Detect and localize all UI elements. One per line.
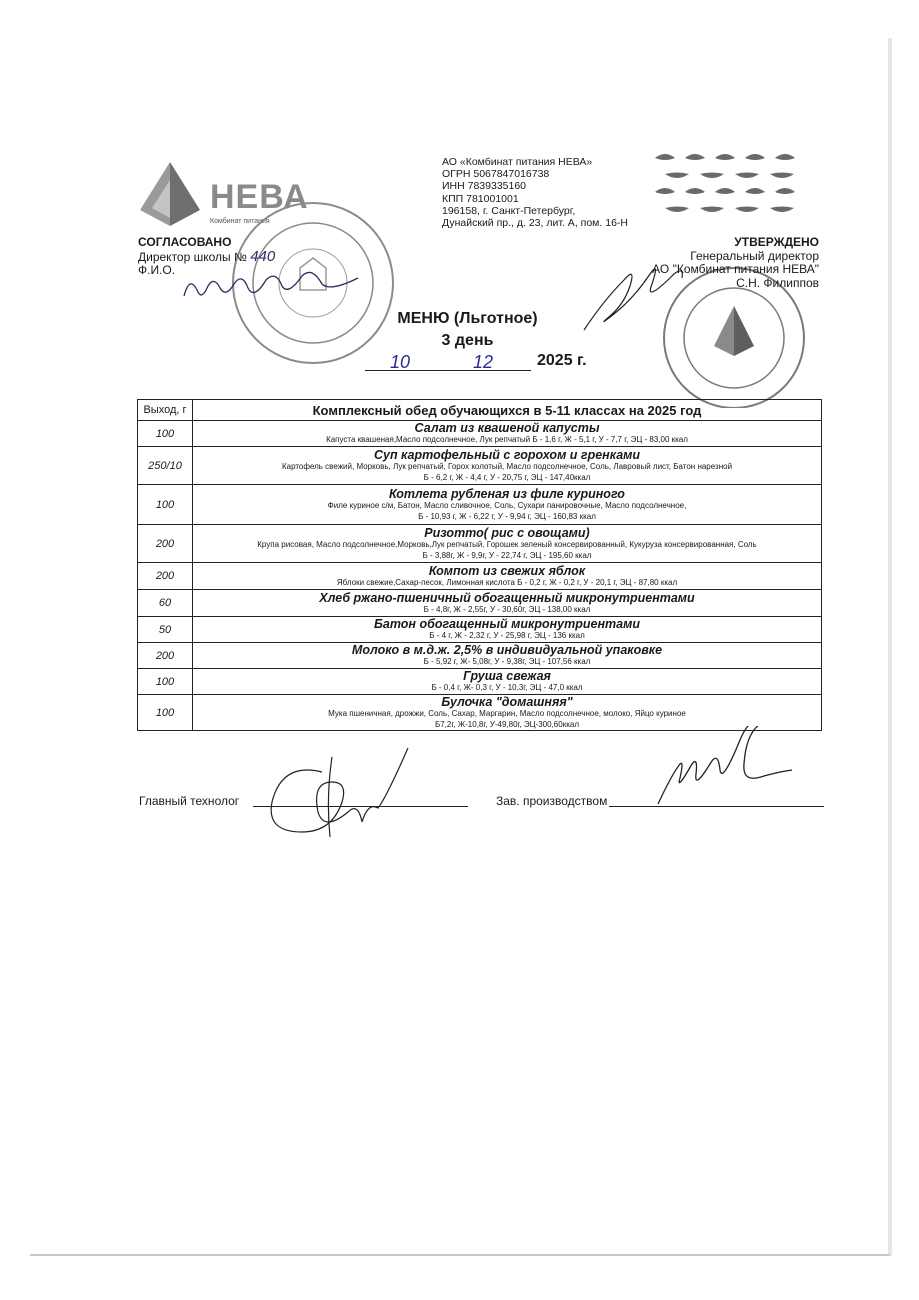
approved-label: УТВЕРЖДЕНО bbox=[734, 235, 819, 249]
dish-details: Капуста квашеная,Масло подсолнечное, Лук репчатый Б - 1,6 г, Ж - 5,1 г, У - 7,7 г, ЭЦ - 83,00 ккал bbox=[326, 435, 688, 445]
row-dish bbox=[193, 485, 822, 525]
table-row bbox=[138, 669, 822, 695]
logo-pyramid-icon bbox=[138, 160, 202, 228]
approved-position: Генеральный директор bbox=[690, 248, 819, 263]
header-title: Комплексный обед обучающихся в 5-11 классах на 2025 год bbox=[193, 400, 822, 421]
company-line: 196158, г. Санкт-Петербург, bbox=[442, 204, 576, 217]
dish-nutrition: Б - 4 г, Ж - 2,32 г, У - 25,98 г, ЭЦ - 136 ккал bbox=[429, 631, 585, 641]
dish-name: Котлета рубленая из филе куриного bbox=[389, 487, 625, 501]
row-dish bbox=[193, 563, 822, 590]
row-dish bbox=[193, 525, 822, 563]
row-output: 200 bbox=[138, 563, 193, 590]
row-output: 100 bbox=[138, 421, 193, 447]
logo-wordmark: НЕВА bbox=[210, 178, 309, 216]
row-dish bbox=[193, 669, 822, 695]
dish-ingredients: Картофель свежий, Морковь, Лук репчатый, Горох колотый, Масло подсолнечное, Соль, Лавровый лист, Батон нарезной bbox=[281, 462, 733, 471]
row-dish bbox=[193, 447, 822, 485]
company-line: ОГРН 5067847016738 bbox=[442, 168, 550, 181]
dish-name: Груша свежая bbox=[463, 669, 551, 684]
row-output: 50 bbox=[138, 617, 193, 643]
row-output: 100 bbox=[138, 669, 193, 695]
page-edge-right bbox=[888, 38, 892, 1256]
dish-name: Салат из квашеной капусты bbox=[414, 421, 600, 436]
company-line: КПП 781001001 bbox=[442, 192, 519, 205]
company-line: Дунайский пр., д. 23, лит. А, пом. 16-Н bbox=[442, 217, 628, 230]
dish-name: Ризотто( рис с овощами) bbox=[424, 526, 590, 540]
table-row bbox=[138, 563, 822, 590]
logo-subtitle: Комбинат питания bbox=[210, 218, 270, 225]
fio-label: Ф.И.О. bbox=[138, 263, 176, 277]
dish-name: Компот из свежих яблок bbox=[428, 563, 586, 578]
dish-name: Хлеб ржано-пшеничный обогащенный микронутриентами bbox=[319, 590, 695, 605]
production-head-label: Зав. производством bbox=[496, 794, 608, 808]
row-output: 250/10 bbox=[138, 447, 193, 485]
approved-name: С.Н. Филиппов bbox=[736, 275, 819, 290]
row-output: 200 bbox=[138, 643, 193, 669]
company-line: ИНН 7839335160 bbox=[442, 180, 527, 193]
chief-technologist-label: Главный технолог bbox=[139, 794, 240, 808]
menu-table bbox=[137, 399, 822, 731]
dish-ingredients: Мука пшеничная, дрожжи, Соль, Сахар, Маргарин, Масло подсолнечное, молоко, Яйцо куриное bbox=[328, 709, 686, 718]
company-requisites bbox=[442, 156, 628, 229]
row-output: 200 bbox=[138, 525, 193, 563]
wave-pattern-decoration bbox=[650, 150, 820, 220]
approved-org: АО "Комбинат питания НЕВА" bbox=[652, 262, 819, 276]
agreed-label: СОГЛАСОВАНО bbox=[138, 235, 232, 249]
table-row bbox=[138, 447, 822, 485]
dish-nutrition: Б - 4,8г, Ж - 2,55г, У - 30,60г, ЭЦ - 138,00 ккал bbox=[423, 604, 591, 614]
row-dish bbox=[193, 617, 822, 643]
director-signature bbox=[180, 268, 370, 304]
director-label: Директор школы № bbox=[138, 249, 247, 264]
row-dish bbox=[193, 590, 822, 617]
menu-day: 3 день bbox=[441, 332, 494, 349]
dish-name: Батон обогащенный микронутриентами bbox=[374, 617, 640, 632]
dish-name: Суп картофельный с горохом и гренками bbox=[373, 448, 641, 462]
dish-name: Булочка "домашняя" bbox=[441, 695, 573, 709]
table-row bbox=[138, 590, 822, 617]
dish-nutrition: Б - 6,2 г, Ж - 4,4 г, У - 20,75 г, ЭЦ - 147,40ккал bbox=[423, 472, 591, 482]
row-output: 100 bbox=[138, 485, 193, 525]
menu-title: МЕНЮ (Льготное) bbox=[397, 310, 538, 327]
dish-name: Молоко в м.д.ж. 2,5% в индивидуальной упаковке bbox=[351, 643, 663, 658]
row-dish bbox=[193, 643, 822, 669]
table-row bbox=[138, 643, 822, 669]
table-row bbox=[138, 421, 822, 447]
row-output: 100 bbox=[138, 695, 193, 731]
dish-ingredients: Филе куриное с/м, Батон, Масло сливочное, Соль, Сухари панировочные, Масло подсолнечное, bbox=[327, 501, 687, 510]
date-day: 10 bbox=[365, 352, 435, 371]
dish-nutrition: Б - 10,93 г, Ж - 6,22 г, У - 9,94 г, ЭЦ - 160,83 ккал bbox=[418, 511, 596, 521]
company-line: АО «Комбинат питания НЕВА» bbox=[442, 156, 593, 168]
table-row bbox=[138, 617, 822, 643]
date-month: 12 bbox=[435, 352, 531, 371]
row-dish bbox=[193, 421, 822, 447]
director-line bbox=[138, 247, 276, 265]
page-edge-bottom bbox=[30, 1254, 890, 1256]
table-row bbox=[138, 485, 822, 525]
table-row bbox=[138, 525, 822, 563]
table-header-row bbox=[138, 400, 822, 421]
dish-details: Яблоки свежие,Сахар-песок, Лимонная кислота Б - 0,2 г, Ж - 0,2 г, У - 20,1 г, ЭЦ - 87,80 ккал bbox=[336, 577, 678, 587]
production-head-signature bbox=[650, 726, 800, 816]
dish-nutrition: Б - 3,88г, Ж - 9,9г, У - 22,74 г, ЭЦ - 195,60 ккал bbox=[422, 550, 592, 560]
dish-ingredients: Крупа рисовая, Масло подсолнечное,Морковь,Лук репчатый, Горошек зеленый консервированный, Кукуруза консервированная, Соль bbox=[257, 540, 757, 549]
dish-nutrition: Б7,2г, Ж-10,8г, У-49,80г, ЭЦ-300,60ккал bbox=[434, 719, 579, 729]
header-output: Выход, г bbox=[138, 400, 193, 421]
school-number: 440 bbox=[250, 247, 276, 265]
dish-nutrition: Б - 5,92 г, Ж- 5,08г, У - 9,38г, ЭЦ - 107,56 ккал bbox=[423, 657, 591, 667]
dish-nutrition: Б - 0,4 г, Ж- 0,3 г, У - 10,3г, ЭЦ - 47,0 ккал bbox=[431, 683, 583, 693]
chief-technologist-signature bbox=[262, 742, 412, 842]
row-output: 60 bbox=[138, 590, 193, 617]
menu-date bbox=[365, 352, 605, 374]
date-year: 2025 г. bbox=[537, 352, 587, 369]
